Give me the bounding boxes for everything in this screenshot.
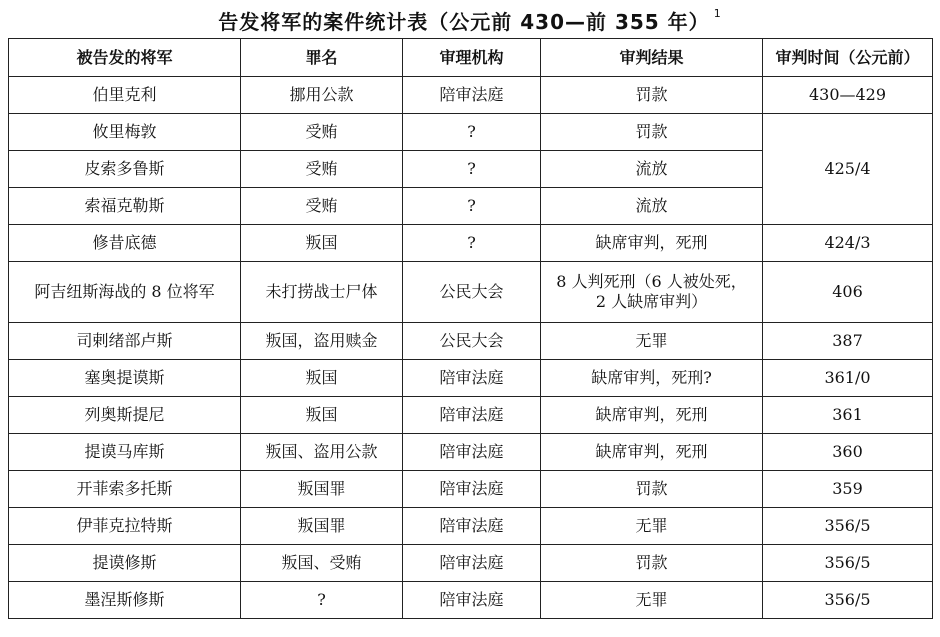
cell-charge: 受贿 bbox=[241, 188, 403, 225]
cell-date: 387 bbox=[763, 323, 933, 360]
cell-court: ? bbox=[403, 225, 541, 262]
cell-general: 伯里克利 bbox=[9, 77, 241, 114]
cell-date: 356/5 bbox=[763, 508, 933, 545]
table-row bbox=[9, 114, 933, 151]
cell-court: 公民大会 bbox=[403, 262, 541, 323]
cell-general: 攸里梅敦 bbox=[9, 114, 241, 151]
verdict-line: 2 人缺席审判） bbox=[595, 292, 708, 311]
cell-general: 司剌绪部卢斯 bbox=[9, 323, 241, 360]
cell-date: 406 bbox=[763, 262, 933, 323]
cell-general: 塞奥提谟斯 bbox=[9, 360, 241, 397]
cell-verdict: 罚款 bbox=[541, 471, 763, 508]
cell-general: 修昔底德 bbox=[9, 225, 241, 262]
cell-general: 皮索多鲁斯 bbox=[9, 151, 241, 188]
cell-general: 墨涅斯修斯 bbox=[9, 582, 241, 619]
cell-charge: 叛国 bbox=[241, 360, 403, 397]
cell-date: 360 bbox=[763, 434, 933, 471]
table-row bbox=[9, 360, 933, 397]
header-court: 审理机构 bbox=[403, 39, 541, 77]
cell-general: 阿吉纽斯海战的 8 位将军 bbox=[9, 262, 241, 323]
cell-date: 361 bbox=[763, 397, 933, 434]
cell-date: 356/5 bbox=[763, 545, 933, 582]
cell-court: ? bbox=[403, 114, 541, 151]
table-row bbox=[9, 545, 933, 582]
cell-charge: 受贿 bbox=[241, 114, 403, 151]
cell-general: 索福克勒斯 bbox=[9, 188, 241, 225]
cell-charge: 叛国罪 bbox=[241, 508, 403, 545]
cell-general: 伊菲克拉特斯 bbox=[9, 508, 241, 545]
cell-verdict: 罚款 bbox=[541, 545, 763, 582]
cell-verdict: 缺席审判，死刑 bbox=[541, 434, 763, 471]
cell-charge: 叛国、受贿 bbox=[241, 545, 403, 582]
header-verdict: 审判结果 bbox=[541, 39, 763, 77]
table-title-text: 告发将军的案件统计表（公元前 430—前 355 年） bbox=[218, 10, 710, 34]
table-row bbox=[9, 77, 933, 114]
cell-court: 陪审法庭 bbox=[403, 77, 541, 114]
cell-charge: 未打捞战士尸体 bbox=[241, 262, 403, 323]
cell-date: 359 bbox=[763, 471, 933, 508]
cell-verdict bbox=[541, 262, 763, 323]
header-general: 被告发的将军 bbox=[9, 39, 241, 77]
header-row bbox=[9, 39, 933, 77]
cell-court: 陪审法庭 bbox=[403, 545, 541, 582]
cell-charge: 受贿 bbox=[241, 151, 403, 188]
cell-verdict: 罚款 bbox=[541, 114, 763, 151]
cell-general: 开菲索多托斯 bbox=[9, 471, 241, 508]
cell-charge: 叛国 bbox=[241, 397, 403, 434]
cell-verdict: 缺席审判，死刑 bbox=[541, 397, 763, 434]
cell-court: ? bbox=[403, 151, 541, 188]
cell-verdict: 罚款 bbox=[541, 77, 763, 114]
cell-verdict: 缺席审判，死刑 bbox=[541, 225, 763, 262]
header-charge: 罪名 bbox=[241, 39, 403, 77]
table-row bbox=[9, 262, 933, 323]
table-row bbox=[9, 434, 933, 471]
cell-date: 356/5 bbox=[763, 582, 933, 619]
cell-charge: 挪用公款 bbox=[241, 77, 403, 114]
footnote-mark: 1 bbox=[713, 7, 722, 21]
table-row bbox=[9, 582, 933, 619]
cell-date: 430—429 bbox=[763, 77, 933, 114]
cell-verdict: 无罪 bbox=[541, 508, 763, 545]
cell-verdict: 缺席审判，死刑? bbox=[541, 360, 763, 397]
header-date: 审判时间（公元前） bbox=[763, 39, 933, 77]
table-row bbox=[9, 471, 933, 508]
cell-charge: 叛国，盗用赎金 bbox=[241, 323, 403, 360]
table-row bbox=[9, 225, 933, 262]
cell-general: 提谟修斯 bbox=[9, 545, 241, 582]
table-title bbox=[0, 6, 940, 35]
table-row bbox=[9, 508, 933, 545]
table-row bbox=[9, 323, 933, 360]
cell-date-merged: 425/4 bbox=[763, 114, 933, 225]
cell-verdict: 无罪 bbox=[541, 323, 763, 360]
cases-table bbox=[8, 38, 933, 619]
cell-court: 陪审法庭 bbox=[403, 434, 541, 471]
cell-charge: 叛国 bbox=[241, 225, 403, 262]
cell-date: 424/3 bbox=[763, 225, 933, 262]
cell-verdict: 无罪 bbox=[541, 582, 763, 619]
cell-general: 提谟马库斯 bbox=[9, 434, 241, 471]
table-row bbox=[9, 397, 933, 434]
cell-verdict: 流放 bbox=[541, 151, 763, 188]
cell-court: 陪审法庭 bbox=[403, 471, 541, 508]
cell-date: 361/0 bbox=[763, 360, 933, 397]
cell-verdict: 流放 bbox=[541, 188, 763, 225]
cell-court: 公民大会 bbox=[403, 323, 541, 360]
cell-court: 陪审法庭 bbox=[403, 582, 541, 619]
cell-charge: 叛国罪 bbox=[241, 471, 403, 508]
cell-charge: 叛国、盗用公款 bbox=[241, 434, 403, 471]
cell-court: ? bbox=[403, 188, 541, 225]
cell-court: 陪审法庭 bbox=[403, 360, 541, 397]
cell-court: 陪审法庭 bbox=[403, 397, 541, 434]
cell-court: 陪审法庭 bbox=[403, 508, 541, 545]
verdict-line: 8 人判死刑（6 人被处死， bbox=[556, 272, 747, 291]
cell-charge: ? bbox=[241, 582, 403, 619]
cell-general: 列奥斯提尼 bbox=[9, 397, 241, 434]
